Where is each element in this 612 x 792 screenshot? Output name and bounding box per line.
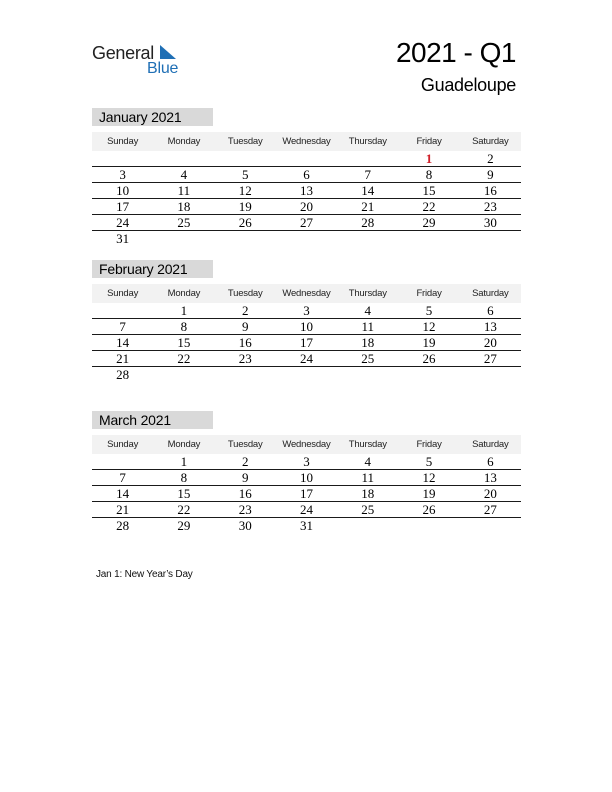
weekday-wednesday: Wednesday [282, 288, 331, 299]
day-cell: 19 [422, 335, 436, 350]
day-cell: 27 [299, 215, 313, 230]
day-cell: 28 [116, 367, 130, 382]
day-cell [153, 151, 214, 166]
day-cell: 17 [299, 486, 313, 501]
day-cell: 15 [177, 335, 191, 350]
day-cell: 28 [361, 215, 375, 230]
weekday-wednesday: Wednesday [282, 439, 331, 450]
day-cell: 9 [241, 470, 249, 485]
day-cell: 31 [299, 518, 313, 533]
weekday-saturday: Saturday [472, 439, 509, 450]
day-cell: 28 [116, 518, 130, 533]
day-cell: 19 [238, 199, 252, 214]
day-cell: 1 [180, 454, 188, 469]
day-cell: 2 [241, 454, 249, 469]
day-cell [337, 518, 398, 534]
day-cell: 8 [425, 167, 433, 182]
day-cell: 18 [177, 199, 191, 214]
day-cell: 30 [483, 215, 497, 230]
day-cell: 29 [177, 518, 191, 533]
day-cell [398, 367, 459, 383]
day-cell: 9 [487, 167, 494, 182]
week-row [92, 367, 521, 383]
day-cell: 1 [425, 151, 433, 166]
day-cell: 22 [177, 351, 191, 366]
day-cell: 24 [299, 351, 313, 366]
day-cell [92, 454, 153, 469]
day-cell: 18 [361, 486, 375, 501]
day-cell: 1 [180, 303, 188, 318]
day-cell: 19 [422, 486, 436, 501]
day-cell [92, 303, 153, 318]
country-name: Guadeloupe [420, 75, 516, 95]
day-cell: 16 [238, 486, 252, 501]
logo-general-text: General [92, 43, 154, 63]
day-cell [215, 151, 276, 166]
day-cell: 13 [483, 319, 497, 334]
day-cell: 10 [299, 470, 313, 485]
day-cell: 8 [180, 470, 188, 485]
day-cell [215, 367, 276, 383]
weeks [92, 151, 521, 247]
month-title: February 2021 [92, 260, 213, 278]
day-cell [337, 151, 398, 166]
day-cell: 4 [364, 303, 372, 318]
weekday-friday: Friday [416, 439, 442, 450]
day-cell: 20 [483, 486, 497, 501]
logo-blue-text: Blue [147, 60, 179, 77]
day-cell: 20 [483, 335, 497, 350]
day-cell [398, 518, 459, 534]
month-title: March 2021 [92, 411, 213, 429]
page-title: 2021 - Q1 [395, 37, 516, 68]
month-february [92, 260, 521, 383]
day-cell: 26 [422, 351, 436, 366]
week-row [92, 215, 521, 231]
day-cell: 6 [487, 303, 494, 318]
day-cell: 21 [361, 199, 375, 214]
weekday-tuesday: Tuesday [227, 136, 263, 147]
day-cell: 10 [116, 183, 130, 198]
day-cell: 17 [116, 199, 130, 214]
day-cell: 5 [241, 167, 249, 182]
day-cell: 30 [238, 518, 252, 533]
weekday-monday: Monday [167, 439, 201, 450]
day-cell: 26 [238, 215, 252, 230]
day-cell [92, 151, 153, 166]
day-cell: 25 [361, 502, 375, 517]
weekday-tuesday: Tuesday [227, 439, 263, 450]
week-row [92, 518, 521, 534]
weeks [92, 303, 521, 383]
day-cell: 12 [422, 470, 436, 485]
week-row [92, 335, 521, 351]
day-cell [153, 367, 214, 383]
day-cell: 13 [483, 470, 497, 485]
day-cell: 7 [119, 319, 126, 334]
weekday-monday: Monday [167, 288, 201, 299]
holiday-note: Jan 1: New Year’s Day [96, 569, 193, 580]
holiday-notes [96, 569, 193, 580]
day-cell: 14 [361, 183, 375, 198]
day-cell: 11 [361, 470, 375, 485]
weekday-wednesday: Wednesday [282, 136, 331, 147]
day-cell: 26 [422, 502, 436, 517]
week-row [92, 199, 521, 215]
week-row [92, 351, 521, 367]
logo [92, 40, 192, 80]
day-cell: 5 [425, 454, 433, 469]
day-cell: 15 [422, 183, 436, 198]
day-cell: 17 [299, 335, 313, 350]
day-cell [276, 231, 337, 247]
day-cell: 16 [483, 183, 497, 198]
day-cell: 9 [241, 319, 249, 334]
day-cell: 22 [177, 502, 191, 517]
weekday-thursday: Thursday [348, 288, 387, 299]
day-cell: 8 [180, 319, 188, 334]
day-cell: 29 [422, 215, 436, 230]
weekday-sunday: Sunday [107, 439, 139, 450]
day-cell: 23 [238, 502, 252, 517]
day-cell [337, 367, 398, 383]
weekday-header [92, 284, 521, 303]
day-cell: 5 [425, 303, 433, 318]
week-row [92, 151, 521, 167]
day-cell [460, 231, 521, 247]
day-cell: 12 [238, 183, 252, 198]
weekday-friday: Friday [416, 136, 442, 147]
day-cell [398, 231, 459, 247]
day-cell: 7 [364, 167, 372, 182]
month-title: January 2021 [92, 108, 213, 126]
day-cell: 2 [241, 303, 249, 318]
day-cell [460, 367, 521, 383]
weekday-tuesday: Tuesday [227, 288, 263, 299]
weekday-sunday: Sunday [107, 288, 139, 299]
day-cell: 24 [116, 215, 130, 230]
day-cell: 2 [487, 151, 494, 166]
day-cell: 3 [303, 303, 310, 318]
day-cell: 12 [422, 319, 436, 334]
day-cell: 16 [238, 335, 252, 350]
day-cell: 23 [483, 199, 497, 214]
day-cell: 6 [303, 167, 310, 182]
day-cell: 6 [487, 454, 494, 469]
day-cell: 4 [180, 167, 188, 182]
weekday-header [92, 132, 521, 151]
week-row [92, 167, 521, 183]
day-cell: 13 [299, 183, 313, 198]
month-march [92, 411, 521, 534]
day-cell: 25 [361, 351, 375, 366]
day-cell: 27 [483, 351, 497, 366]
week-row [92, 486, 521, 502]
day-cell: 27 [483, 502, 497, 517]
week-row [92, 231, 521, 247]
weekday-friday: Friday [416, 288, 442, 299]
day-cell: 21 [116, 502, 130, 517]
day-cell: 18 [361, 335, 375, 350]
day-cell: 15 [177, 486, 191, 501]
day-cell: 23 [238, 351, 252, 366]
weekday-thursday: Thursday [348, 439, 387, 450]
weekday-saturday: Saturday [472, 288, 509, 299]
week-row [92, 183, 521, 199]
weekday-header [92, 435, 521, 454]
day-cell: 20 [299, 199, 313, 214]
week-row [92, 303, 521, 319]
day-cell [276, 367, 337, 383]
week-row [92, 502, 521, 518]
weekday-monday: Monday [167, 136, 201, 147]
day-cell: 14 [116, 486, 130, 501]
logo-triangle-icon [160, 45, 176, 59]
day-cell: 4 [364, 454, 372, 469]
day-cell: 31 [116, 231, 130, 246]
day-cell [460, 518, 521, 534]
day-cell: 22 [422, 199, 436, 214]
weeks [92, 454, 521, 534]
week-row [92, 319, 521, 335]
weekday-sunday: Sunday [107, 136, 139, 147]
week-row [92, 470, 521, 486]
day-cell: 10 [299, 319, 313, 334]
day-cell [337, 231, 398, 247]
day-cell [215, 231, 276, 247]
day-cell: 3 [119, 167, 126, 182]
day-cell: 7 [119, 470, 126, 485]
day-cell: 21 [116, 351, 130, 366]
day-cell: 24 [299, 502, 313, 517]
day-cell [153, 231, 214, 247]
day-cell: 11 [177, 183, 191, 198]
weekday-thursday: Thursday [348, 136, 387, 147]
week-row [92, 454, 521, 470]
day-cell: 25 [177, 215, 191, 230]
day-cell: 14 [116, 335, 130, 350]
day-cell: 11 [361, 319, 375, 334]
month-january [92, 108, 521, 247]
weekday-saturday: Saturday [472, 136, 509, 147]
day-cell [276, 151, 337, 166]
day-cell: 3 [303, 454, 310, 469]
